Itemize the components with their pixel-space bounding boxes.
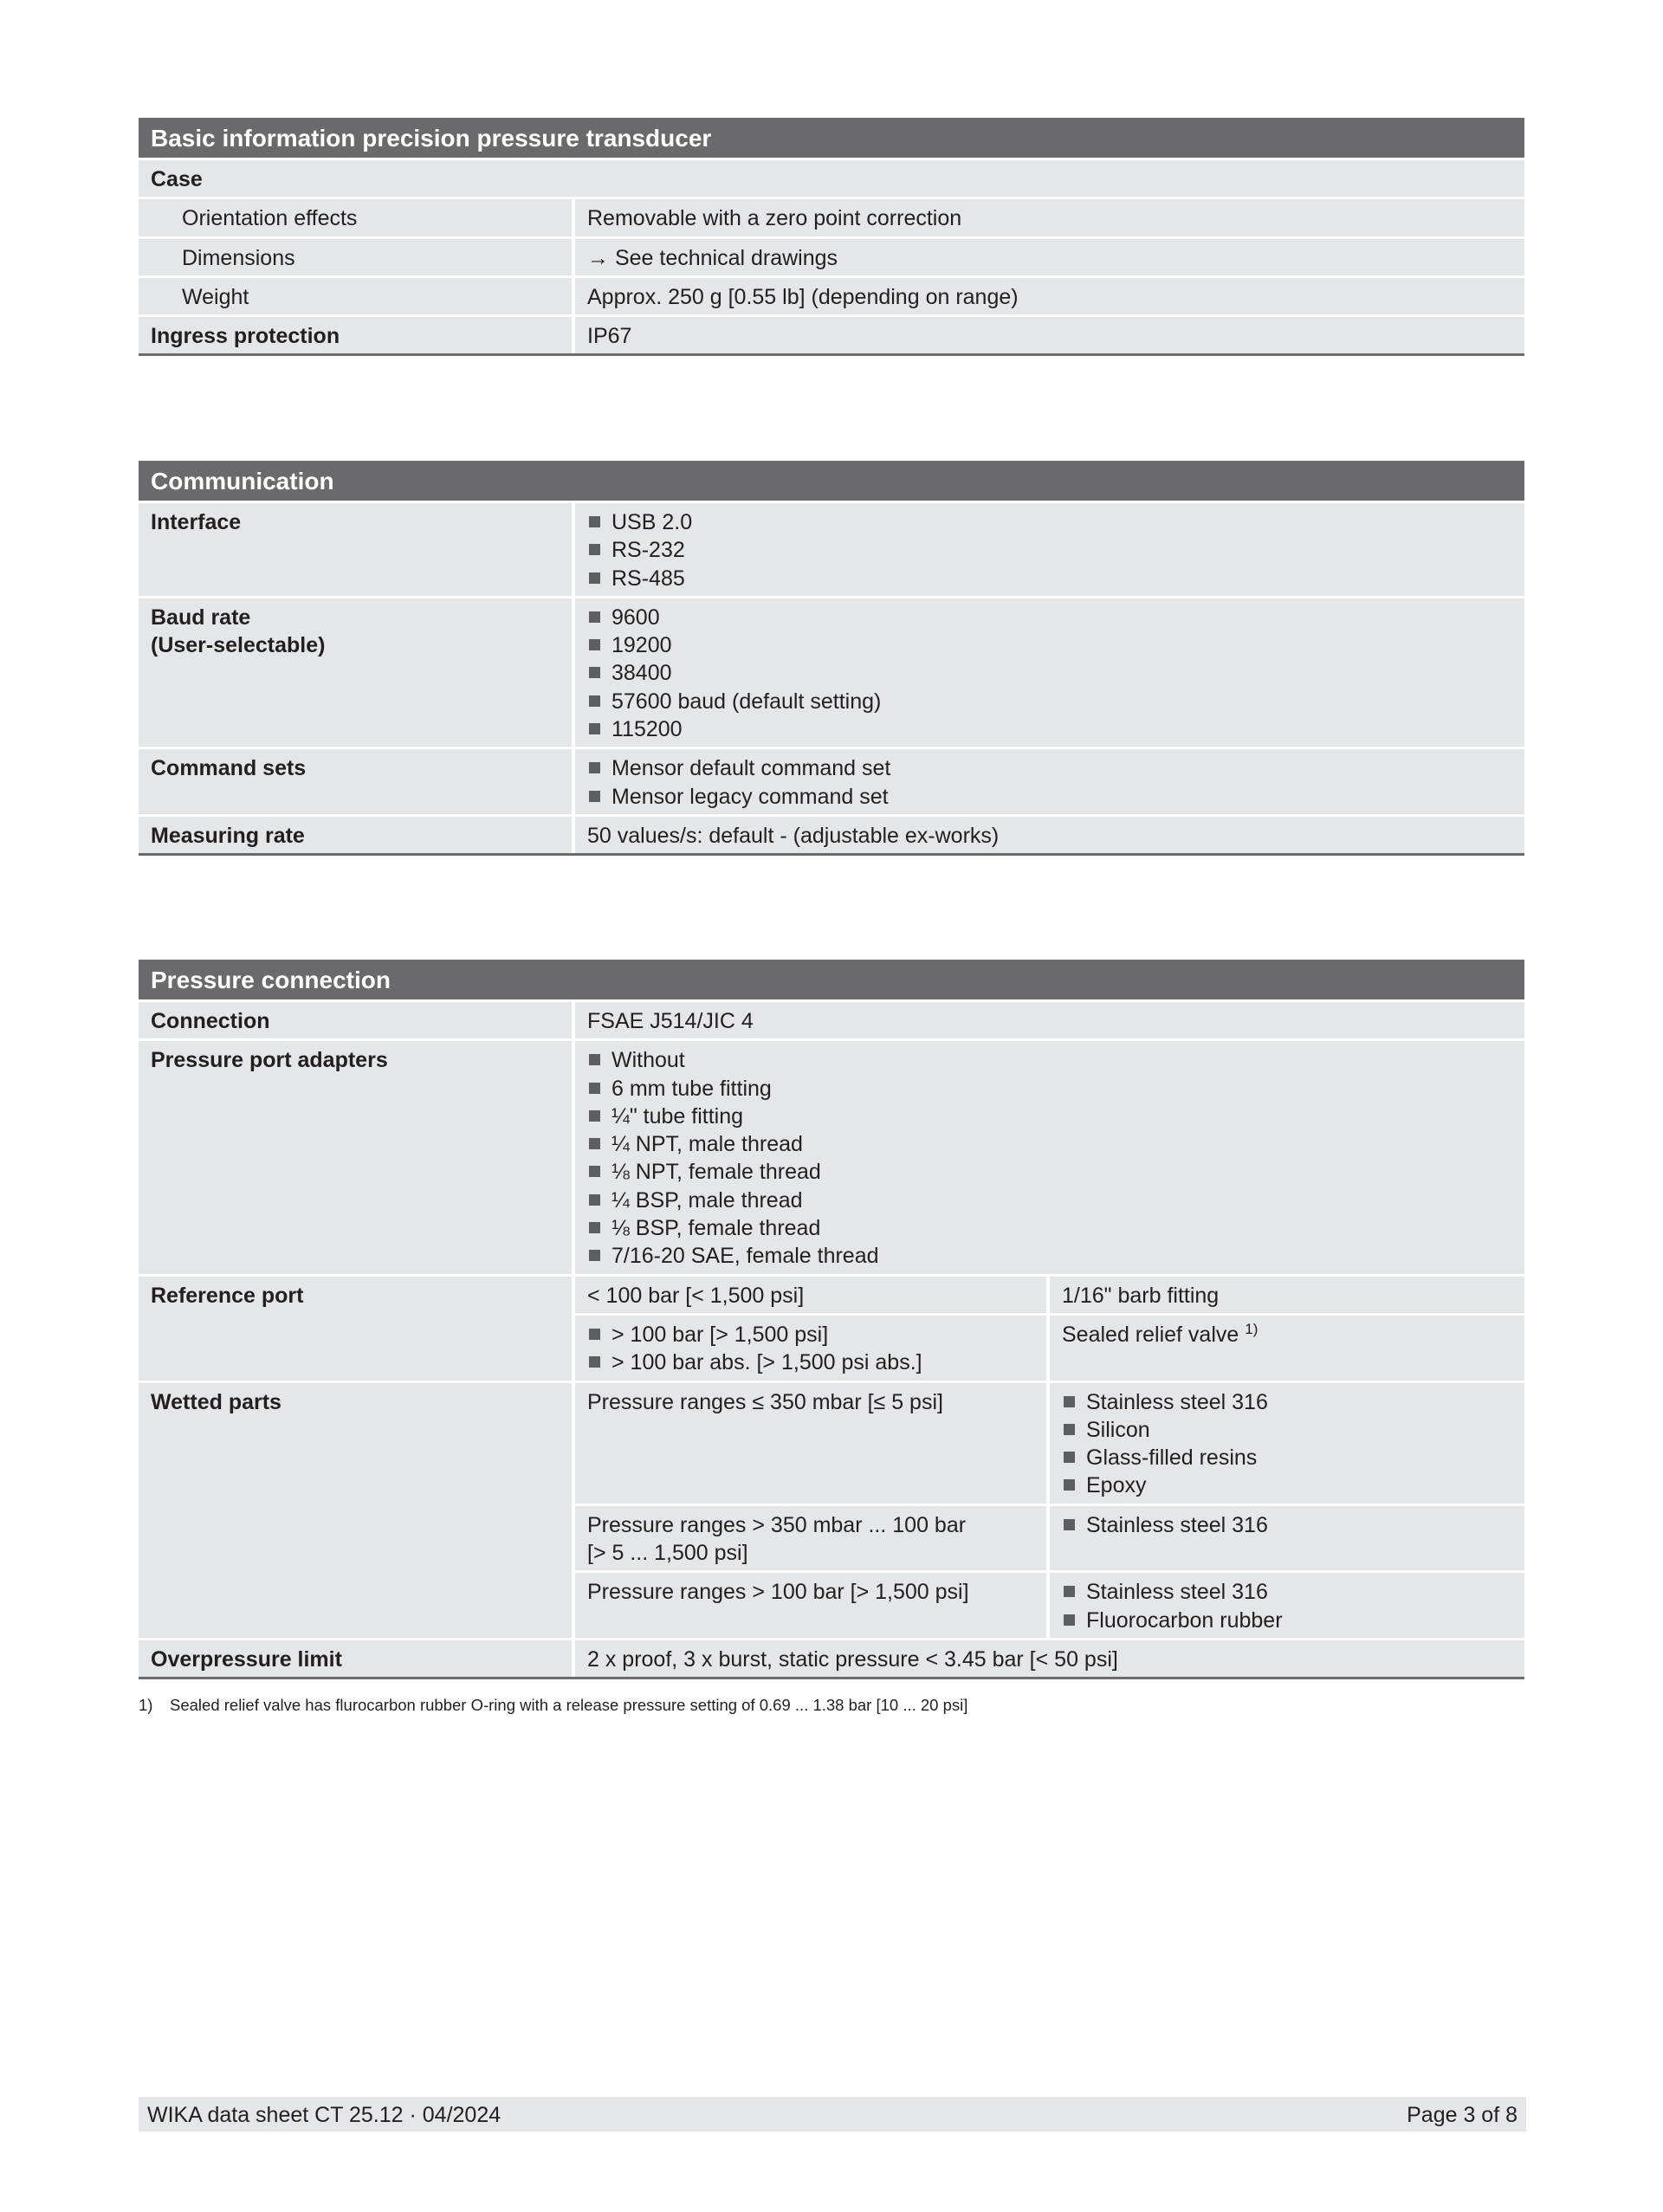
list-item: Stainless steel 316 <box>1062 1578 1512 1606</box>
page-footer <box>139 2097 1526 2131</box>
ingress-label: Ingress protection <box>139 317 572 353</box>
wetted-list-2 <box>1062 1511 1512 1539</box>
overpressure-value: 2 x proof, 3 x burst, static pressure < 3.45 bar [< 50 psi] <box>575 1640 1524 1677</box>
list-item: 38400 <box>587 659 1512 687</box>
wetted-parts-label: Wetted parts <box>139 1383 572 1638</box>
interface-list <box>587 508 1512 592</box>
pressure-connection-header: Pressure connection <box>139 960 1524 999</box>
orientation-value: Removable with a zero point correction <box>575 199 1524 236</box>
wetted-list-3 <box>1062 1578 1512 1634</box>
footer-doc-info: WIKA data sheet CT 25.12 · 04/2024 <box>147 2103 501 2127</box>
list-item: Fluorocarbon rubber <box>1062 1607 1512 1634</box>
reference-cond-1: < 100 bar [< 1,500 psi] <box>575 1277 1046 1313</box>
list-item: ¼" tube fitting <box>587 1103 1512 1130</box>
list-item: Glass-filled resins <box>1062 1444 1512 1471</box>
ingress-value: IP67 <box>575 317 1524 353</box>
baud-rate-label: Baud rate (User-selectable) <box>139 598 572 747</box>
footer-page-number: Page 3 of 8 <box>1407 2103 1517 2127</box>
footnote-text: Sealed relief valve has flurocarbon rubber O-ring with a release pressure setting of 0.69 ... 1.38 bar [10 ... 20 psi] <box>170 1696 968 1714</box>
wetted-cond-2: Pressure ranges > 350 mbar ... 100 bar [> 5 ... 1,500 psi] <box>575 1506 1046 1571</box>
list-item: Without <box>587 1046 1512 1074</box>
list-item: USB 2.0 <box>587 508 1512 536</box>
footnote <box>139 1696 967 1715</box>
list-item: RS-232 <box>587 536 1512 564</box>
list-item: 6 mm tube fitting <box>587 1075 1512 1103</box>
list-item: 7/16-20 SAE, female thread <box>587 1242 1512 1270</box>
weight-value: Approx. 250 g [0.55 lb] (depending on range) <box>575 278 1524 314</box>
reference-cond-2-list <box>587 1321 1034 1377</box>
reference-value-2: Sealed relief valve $^{1)}$ <box>1050 1316 1524 1381</box>
list-item: Silicon <box>1062 1416 1512 1444</box>
baud-rate-list <box>587 604 1512 743</box>
adapters-label: Pressure port adapters <box>139 1041 572 1273</box>
connection-label: Connection <box>139 1002 572 1038</box>
list-item: ¼ BSP, male thread <box>587 1187 1512 1214</box>
list-item: Mensor legacy command set <box>587 783 1512 811</box>
command-sets-list <box>587 754 1512 811</box>
measuring-rate-value: 50 values/s: default - (adjustable ex-works) <box>575 817 1524 853</box>
list-item: ⅛ BSP, female thread <box>587 1214 1512 1242</box>
wetted-cond-3: Pressure ranges > 100 bar [> 1,500 psi] <box>575 1573 1046 1638</box>
basic-info-header: Basic information precision pressure transducer <box>139 118 1524 158</box>
footnote-ref: 1) <box>1245 1320 1259 1337</box>
list-item: RS-485 <box>587 565 1512 592</box>
command-sets-label: Command sets <box>139 749 572 814</box>
dimensions-value: → See technical drawings <box>575 239 1524 275</box>
communication-header: Communication <box>139 461 1524 501</box>
interface-label: Interface <box>139 503 572 596</box>
wetted-list-1 <box>1062 1388 1512 1500</box>
list-item: ¼ NPT, male thread <box>587 1130 1512 1158</box>
list-item: 115200 <box>587 715 1512 743</box>
reference-port-label: Reference port <box>139 1277 572 1381</box>
adapters-list <box>587 1046 1512 1270</box>
dimensions-label: Dimensions <box>139 239 572 275</box>
list-item: Epoxy <box>1062 1471 1512 1499</box>
list-item: Mensor default command set <box>587 754 1512 782</box>
list-item: Stainless steel 316 <box>1062 1511 1512 1539</box>
list-item: > 100 bar [> 1,500 psi] <box>587 1321 1034 1349</box>
list-item: ⅛ NPT, female thread <box>587 1158 1512 1186</box>
list-item: Stainless steel 316 <box>1062 1388 1512 1416</box>
orientation-label: Orientation effects <box>139 199 572 236</box>
basic-info-table <box>139 118 1524 356</box>
case-label: Case <box>139 160 1524 197</box>
list-item: 19200 <box>587 631 1512 659</box>
wetted-cond-1: Pressure ranges ≤ 350 mbar [≤ 5 psi] <box>575 1383 1046 1504</box>
reference-value-1: 1/16" barb fitting <box>1050 1277 1524 1313</box>
connection-value: FSAE J514/JIC 4 <box>575 1002 1524 1038</box>
list-item: 9600 <box>587 604 1512 631</box>
overpressure-label: Overpressure limit <box>139 1640 572 1677</box>
footnote-number: 1) <box>139 1696 153 1714</box>
list-item: > 100 bar abs. [> 1,500 psi abs.] <box>587 1349 1034 1376</box>
communication-table <box>139 461 1524 856</box>
weight-label: Weight <box>139 278 572 314</box>
list-item: 57600 baud (default setting) <box>587 688 1512 715</box>
pressure-connection-table <box>139 960 1524 1679</box>
measuring-rate-label: Measuring rate <box>139 817 572 853</box>
